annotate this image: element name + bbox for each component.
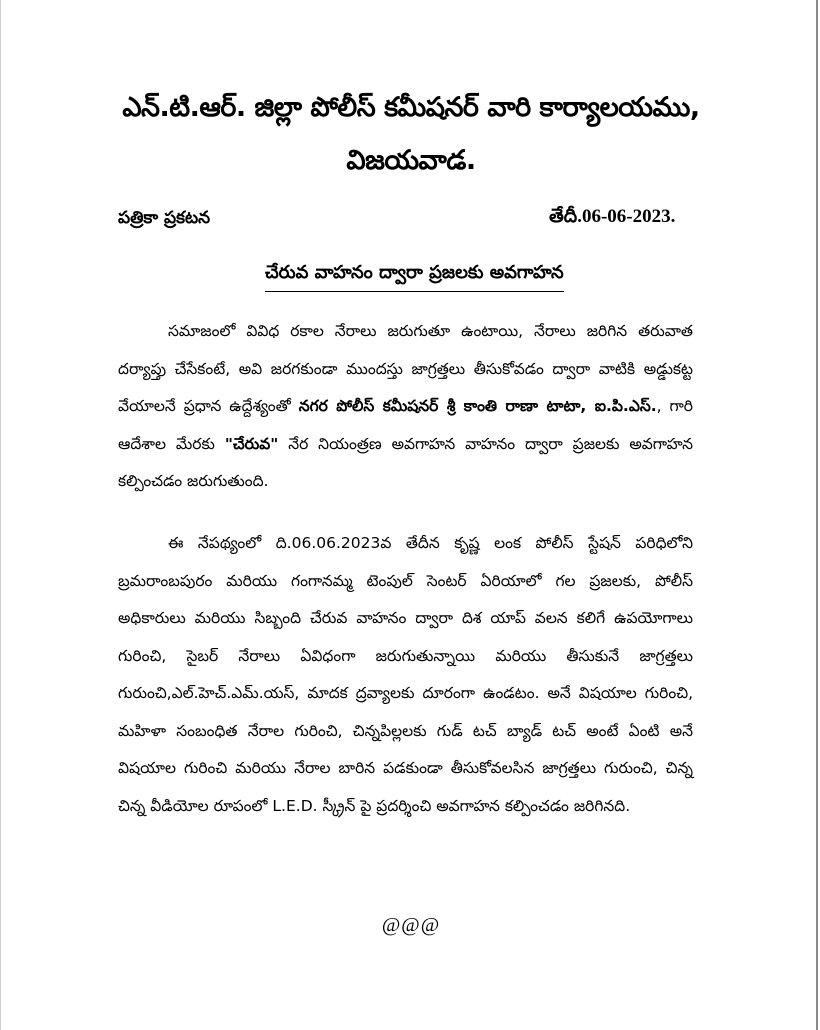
paragraph-intro-text-3: నేర నియంత్రణ అవగాహన వాహనం ద్వారా ప్రజలకు అవగాహన కల్పించడం జరుగుతుంది.	[118, 434, 693, 490]
paragraph-details: ఈ నేపథ్యంలో ది.06.06.2023వ తేదీన కృష్ణ లంక పోలీస్ స్టేషన్ పరిధిలోని బ్రమరాంబపురం మరియు గంగానమ్మ టెంపుల్ సెంటర్ ఏరియాలో గల ప్రజలకు, పోలీస్ అధికారులు మరియు సిబ్బంది చేరువ వాహనం ద్వారా దిశ యాప్ వలన కలిగే ఉపయోగాలు గురించి, సైబర్ నేరాలు ఏవిధంగా జరుగుతున్నాయి మరియు తీసుకునే జాగ్రత్తలు గురుంచి,ఎల్.హెచ్.ఎమ్.యస్, మాదక ద్రవ్యాలకు దూరంగా ఉండటం. అనే విషయాల గురించి, మహిళా సంబంధిత నేరాల గురించి, చిన్నపిల్లలకు గుడ్ టచ్ బ్యాడ్ టచ్ అంటే ఏంటి అనే విషయాల గురించి మరియు నేరాల బారిన పడకుండా తీసుకోవలసిన జాగ్రత్తలు గురుంచి, చిన్న చిన్న వీడియోల రూపంలో L.E.D. స్క్రీన్ పై ప్రదర్శించి అవగాహన కల్పించడం జరిగినది.	[118, 534, 693, 815]
paragraph-intro-text-1: సమాజంలో వివిధ రకాల నేరాలు జరుగుతూ ఉంటాయి, నేరాలు జరిగిన తరువాత దర్యాప్తు చేసేకంటే, అవి జరగకుండా ముందస్తు జాగ్రత్తలు తీసుకోవడం ద్వారా వాటికి అడ్డుకట్ట వేయాలనే ప్రధాన ఉద్దేశ్యంతో	[118, 322, 693, 415]
paragraph-intro	[118, 313, 693, 501]
press-release-label: పత్రికా ప్రకటన	[118, 208, 211, 228]
subject-heading: చేరువ వాహనం ద్వారా ప్రజలకు అవగాహన	[265, 262, 564, 292]
paragraph-intro-text-2: , గారి ఆదేశాల మేరకు	[118, 397, 693, 453]
office-city: విజయవాడ.	[346, 145, 476, 176]
office-title: ఎన్.టి.ఆర్. జిల్లా పోలీస్ కమీషనర్ వారి కార్యాలయము,	[122, 92, 700, 123]
cheruva-name: "చేరువ"	[224, 434, 279, 453]
end-marker: @@@	[381, 914, 441, 936]
commissioner-name: నగర పోలీస్ కమీషనర్ శ్రీ కాంతి రాణా టాటా, ఐ.పి.ఎస్.	[298, 397, 657, 415]
release-date: తేదీ.06-06-2023.	[549, 206, 676, 227]
